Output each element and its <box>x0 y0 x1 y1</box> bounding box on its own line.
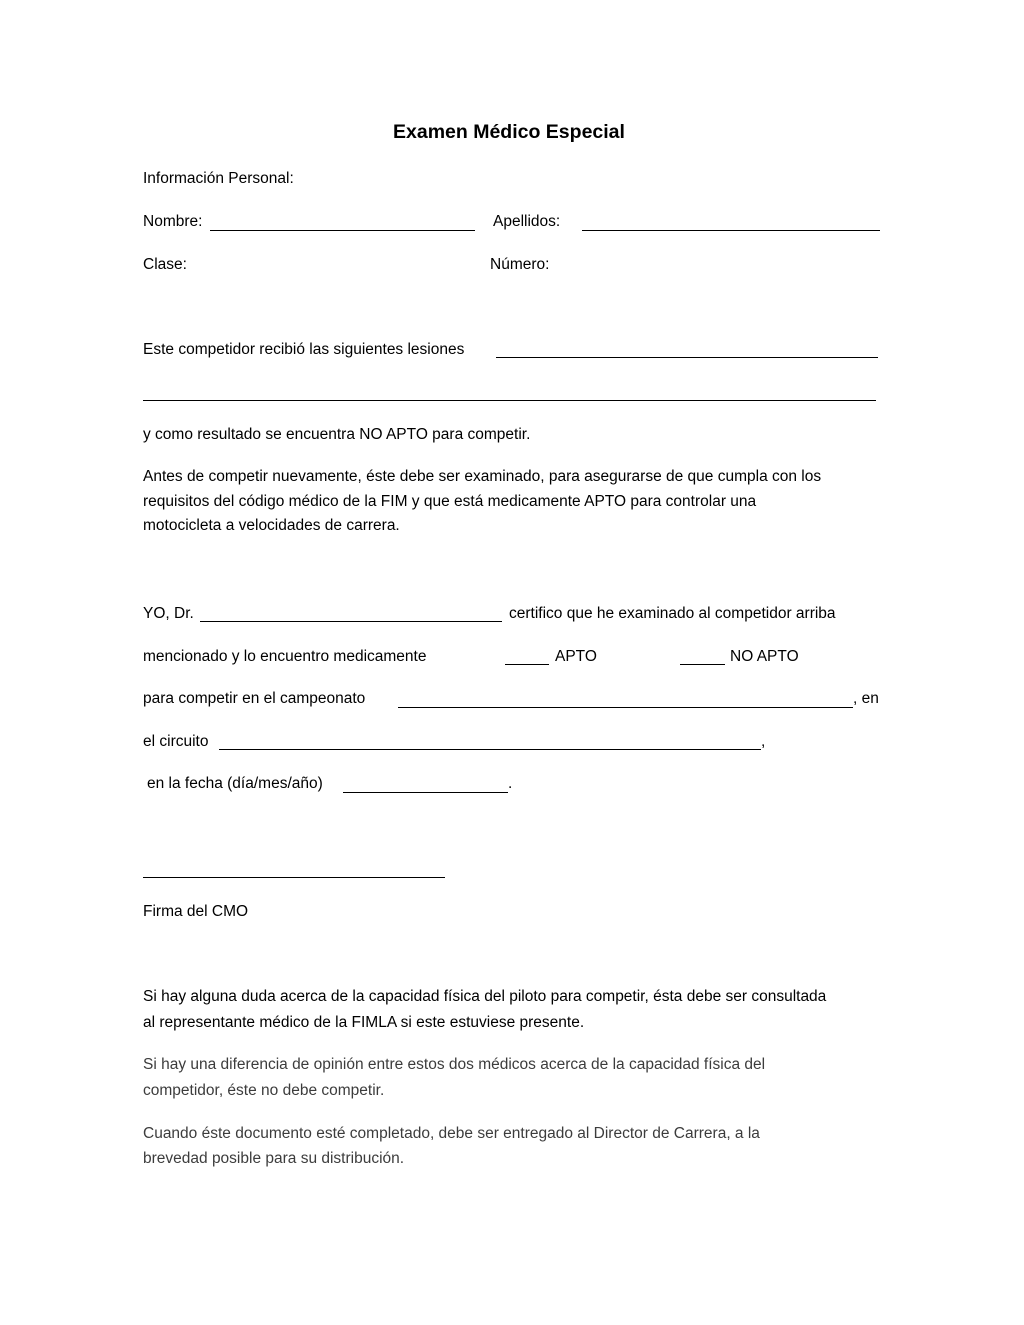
resultado-text: y como resultado se encuentra NO APTO para competir. <box>143 426 531 443</box>
note-duda-line: al representante médico de la FIMLA si este estuviese presente. <box>143 1014 585 1031</box>
mencionado-text: mencionado y lo encuentro medicamente <box>143 648 427 665</box>
firma-label: Firma del CMO <box>143 903 249 920</box>
note-diferencia-line: competidor, éste no debe competir. <box>143 1082 385 1099</box>
circuito-comma: , <box>761 733 766 750</box>
no-apto-label: NO APTO <box>730 648 799 665</box>
circuito-label: el circuito <box>143 733 209 750</box>
no-apto-check-line[interactable] <box>680 664 725 665</box>
circuito-field-line[interactable] <box>219 749 761 750</box>
lesiones-intro: Este competidor recibió las siguientes lesiones <box>143 341 465 358</box>
apellidos-label: Apellidos: <box>493 213 561 230</box>
paragraph-line: motocicleta a velocidades de carrera. <box>143 517 400 534</box>
paragraph-line: requisitos del código médico de la FIM y que está medicamente APTO para controlar una <box>143 493 757 510</box>
certifico-text: certifico que he examinado al competidor arriba <box>509 605 836 622</box>
personal-info-heading: Información Personal: <box>143 170 294 187</box>
note-duda-line: Si hay alguna duda acerca de la capacidad física del piloto para competir, ésta debe ser consultada <box>143 988 827 1005</box>
doctor-name-line[interactable] <box>200 621 502 622</box>
en-text: , en <box>853 690 879 707</box>
apto-label: APTO <box>555 648 597 665</box>
fecha-label: en la fecha (día/mes/año) <box>147 775 323 792</box>
clase-label: Clase: <box>143 256 187 273</box>
fecha-period: . <box>508 775 513 792</box>
signature-line[interactable] <box>143 877 445 878</box>
note-entrega-line: brevedad posible para su distribución. <box>143 1150 405 1167</box>
fecha-field-line[interactable] <box>343 792 508 793</box>
lesiones-field-line-2[interactable] <box>143 400 876 401</box>
apellidos-field-line[interactable] <box>582 230 880 231</box>
nombre-label: Nombre: <box>143 213 203 230</box>
campeonato-field-line[interactable] <box>398 707 853 708</box>
numero-label: Número: <box>490 256 550 273</box>
nombre-field-line[interactable] <box>210 230 475 231</box>
paragraph-line: Antes de competir nuevamente, éste debe ser examinado, para asegurarse de que cumpla con los <box>143 468 822 485</box>
campeonato-label: para competir en el campeonato <box>143 690 366 707</box>
note-entrega-line: Cuando éste documento esté completado, debe ser entregado al Director de Carrera, a la <box>143 1125 760 1142</box>
note-diferencia-line: Si hay una diferencia de opinión entre estos dos médicos acerca de la capacidad física del <box>143 1056 766 1073</box>
apto-check-line[interactable] <box>505 664 549 665</box>
lesiones-field-line-1[interactable] <box>496 357 878 358</box>
page-title: Examen Médico Especial <box>393 121 625 143</box>
yo-dr-label: YO, Dr. <box>143 605 194 622</box>
